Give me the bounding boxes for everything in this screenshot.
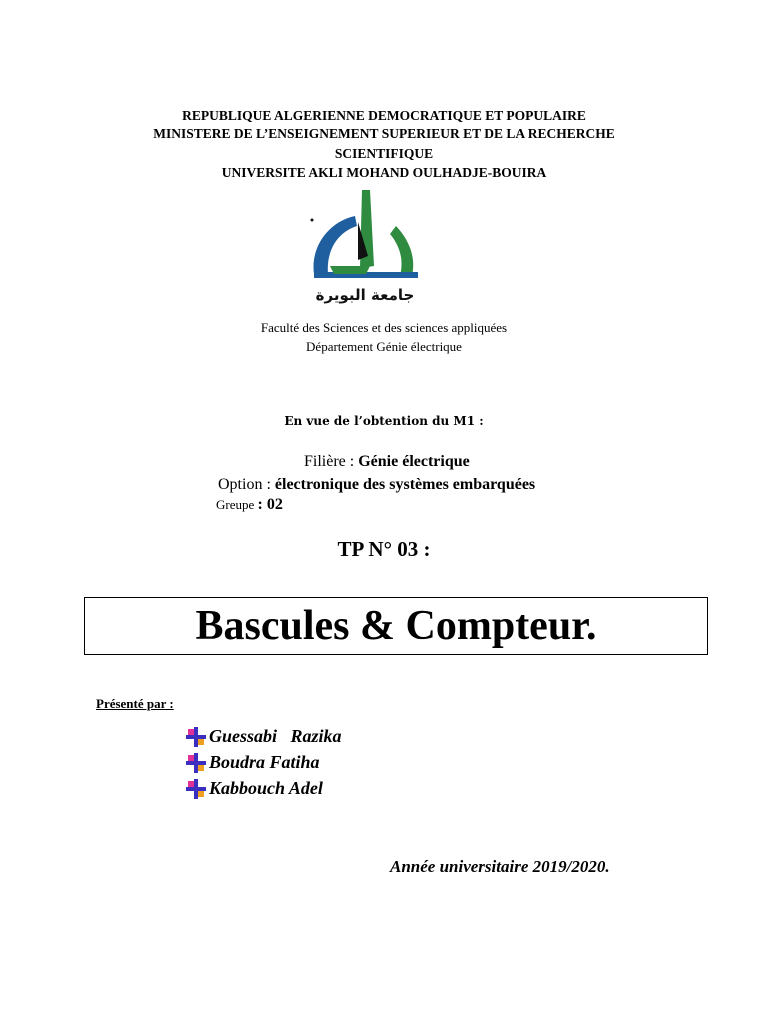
author-item — [186, 726, 342, 747]
author-item — [186, 778, 323, 799]
author-item — [186, 752, 320, 773]
colored-cross-bullet-icon — [186, 753, 206, 773]
academic-year: Année universitaire 2019/2020. — [390, 857, 610, 876]
author-name: Kabbouch Adel — [209, 778, 323, 798]
faculty-name: Faculté des Sciences et des sciences appliquées — [260, 320, 508, 335]
option-value: électronique des systèmes embarquées — [274, 476, 536, 493]
university-logo — [300, 186, 430, 308]
author-name: Guessabi Razika — [209, 726, 342, 746]
presented-by-label: Présenté par : — [96, 696, 174, 711]
header-ministry: MINISTERE DE L’ENSEIGNEMENT SUPERIEUR ET DE LA RECHERCHE — [153, 126, 615, 141]
option-label: Option : — [218, 476, 275, 493]
logo-caption: جامعة البويرة — [315, 286, 415, 304]
filiere-line — [304, 453, 470, 471]
groupe-label: Greupe — [216, 497, 258, 512]
colored-cross-bullet-icon — [186, 727, 206, 747]
document-title: Bascules & Compteur. — [195, 603, 597, 649]
option-line — [218, 476, 535, 494]
title-box — [84, 597, 708, 655]
degree-purpose: En vue de l’obtention du M1 : — [284, 414, 484, 428]
filiere-label: Filière : — [304, 453, 359, 470]
filiere-value: Génie électrique — [358, 453, 470, 470]
groupe-line — [216, 496, 283, 514]
tp-number: TP N° 03 : — [337, 537, 431, 561]
colored-cross-bullet-icon — [186, 779, 206, 799]
header-university: UNIVERSITE AKLI MOHAND OULHADJE-BOUIRA — [221, 165, 547, 180]
header-ministry-cont: SCIENTIFIQUE — [334, 146, 434, 161]
groupe-value: : 02 — [257, 496, 283, 513]
department-name: Département Génie électrique — [306, 339, 462, 354]
author-name: Boudra Fatiha — [209, 752, 320, 772]
header-republic: REPUBLIQUE ALGERIENNE DEMOCRATIQUE ET POPULAIRE — [182, 108, 586, 123]
